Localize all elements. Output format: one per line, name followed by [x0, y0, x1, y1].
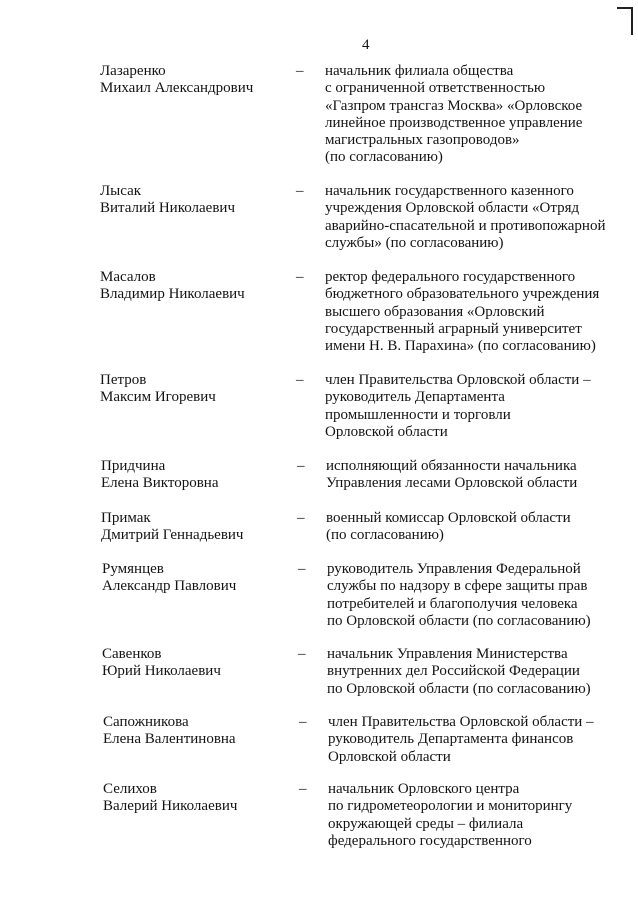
separator-dash: – — [298, 561, 306, 577]
member-name — [103, 781, 237, 816]
member-given-names: Валерий Николаевич — [103, 798, 238, 815]
position-line: промышленности и торговли — [325, 406, 511, 423]
position-line: (по согласованию) — [326, 527, 444, 544]
position-line: Орловской области — [328, 748, 451, 765]
position-line: начальник государственного казенного — [325, 183, 574, 199]
position-line: службы по надзору в сфере защиты прав — [327, 578, 588, 595]
member-position — [325, 183, 605, 252]
member-position — [325, 269, 599, 355]
member-given-names: Максим Игоревич — [100, 389, 216, 406]
separator-dash: – — [298, 646, 306, 662]
member-surname: Лазаренко — [100, 63, 166, 79]
position-line: начальник Управления Министерства — [327, 646, 568, 662]
member-name — [103, 714, 236, 749]
position-line: по Орловской области (по согласованию) — [327, 612, 591, 629]
member-surname: Примак — [101, 510, 151, 526]
separator-dash: – — [296, 63, 304, 79]
member-name — [101, 510, 243, 545]
member-name — [102, 561, 236, 596]
member-given-names: Дмитрий Геннадьевич — [101, 527, 244, 544]
position-line: магистральных газопроводов» — [325, 132, 520, 149]
scan-edge-mark-vertical — [631, 7, 633, 35]
position-line: бюджетного образовательного учреждения — [325, 286, 600, 303]
member-given-names: Елена Валентиновна — [103, 731, 236, 748]
position-line: «Газпром трансгаз Москва» «Орловское — [325, 97, 583, 114]
separator-dash: – — [299, 781, 307, 797]
member-name — [102, 646, 221, 681]
separator-dash: – — [296, 372, 304, 388]
position-line: федерального государственного — [328, 832, 532, 849]
member-surname: Лысак — [100, 183, 142, 199]
member-position — [325, 63, 582, 167]
member-name — [100, 63, 253, 98]
position-line: руководитель Департамента финансов — [328, 731, 574, 748]
member-surname: Сапожникова — [103, 714, 189, 730]
position-line: высшего образования «Орловский — [325, 303, 545, 320]
member-given-names: Виталий Николаевич — [100, 200, 235, 217]
position-line: имени Н. В. Парахина» (по согласованию) — [325, 338, 596, 355]
position-line: государственный аграрный университет — [325, 320, 582, 337]
position-line: внутренних дел Российской Федерации — [327, 663, 580, 680]
member-given-names: Елена Викторовна — [101, 475, 219, 492]
member-name — [100, 372, 216, 407]
page-number: 4 — [362, 37, 370, 53]
member-position — [326, 458, 577, 493]
position-line: член Правительства Орловской области – — [328, 714, 594, 730]
position-line: окружающей среды – филиала — [328, 815, 524, 832]
position-line: по гидрометеорологии и мониторингу — [328, 798, 573, 815]
position-line: линейное производственное управление — [325, 114, 583, 131]
position-line: Орловской области — [325, 423, 448, 440]
position-line: службы» (по согласованию) — [325, 234, 504, 251]
member-position — [327, 561, 591, 630]
position-line: Управления лесами Орловской области — [326, 475, 578, 492]
position-line: начальник Орловского центра — [328, 781, 520, 797]
member-surname: Придчина — [101, 458, 166, 474]
position-line: руководитель Управления Федеральной — [327, 561, 581, 577]
scan-edge-mark-horizontal — [617, 7, 632, 9]
member-given-names: Михаил Александрович — [100, 80, 254, 97]
position-line: начальник филиала общества — [325, 63, 514, 79]
position-line: учреждения Орловской области «Отряд — [325, 200, 580, 217]
separator-dash: – — [299, 714, 307, 730]
member-position — [325, 372, 591, 441]
position-line: исполняющий обязанности начальника — [326, 458, 577, 474]
separator-dash: – — [297, 510, 305, 526]
member-surname: Румянцев — [102, 561, 164, 577]
member-surname: Масалов — [100, 269, 156, 285]
position-line: военный комиссар Орловской области — [326, 510, 571, 526]
member-surname: Савенков — [102, 646, 162, 662]
member-name — [100, 183, 235, 218]
member-position — [326, 510, 571, 545]
position-line: (по согласованию) — [325, 149, 443, 166]
separator-dash: – — [296, 269, 304, 285]
separator-dash: – — [297, 458, 305, 474]
member-surname: Селихов — [103, 781, 157, 797]
position-line: по Орловской области (по согласованию) — [327, 680, 591, 697]
member-position — [328, 781, 572, 850]
separator-dash: – — [296, 183, 304, 199]
position-line: с ограниченной ответственностью — [325, 80, 546, 97]
position-line: потребителей и благополучия человека — [327, 595, 578, 612]
member-given-names: Александр Павлович — [102, 578, 237, 595]
member-position — [328, 714, 594, 766]
position-line: руководитель Департамента — [325, 389, 505, 406]
member-position — [327, 646, 591, 698]
member-surname: Петров — [100, 372, 147, 388]
member-given-names: Юрий Николаевич — [102, 663, 221, 680]
position-line: ректор федерального государственного — [325, 269, 576, 285]
member-name — [100, 269, 245, 304]
position-line: член Правительства Орловской области – — [325, 372, 591, 388]
position-line: аварийно-спасательной и противопожарной — [325, 217, 606, 234]
member-given-names: Владимир Николаевич — [100, 286, 245, 303]
member-name — [101, 458, 219, 493]
